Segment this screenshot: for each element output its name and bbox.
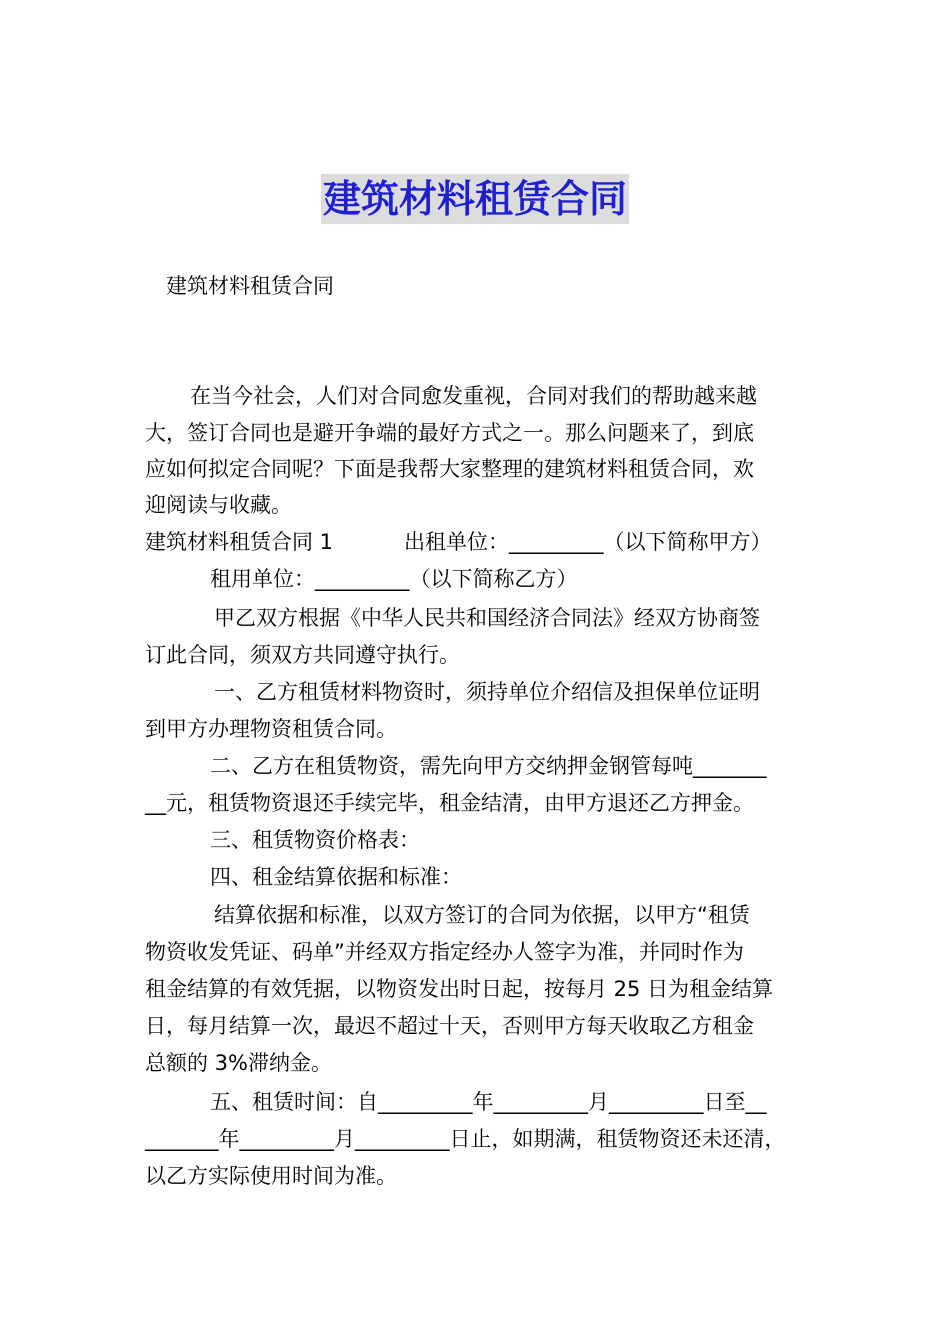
lessor-line: 出租单位：_________（以下简称甲方） — [404, 530, 772, 554]
paragraph-line: 在当今社会，人们对合同愈发重视，合同对我们的帮助越来越 — [190, 384, 757, 408]
contract-heading: 建筑材料租赁合同 1 — [145, 530, 334, 554]
clause-1-line: 到甲方办理物资租赁合同。 — [145, 717, 397, 741]
clause-4-body-line: 物资收发凭证、码单”并经双方指定经办人签字为准，并同时作为 — [145, 940, 744, 964]
paragraph-line: 应如何拟定合同呢？下面是我帮大家整理的建筑材料租赁合同，欢 — [145, 457, 754, 481]
clause-2-line: __元，租赁物资退还手续完毕，租金结清，由甲方退还乙方押金。 — [145, 791, 754, 815]
document-title-wrap — [0, 174, 950, 224]
clause-5-line: 五、租赁时间：自_________年_________月_________日至__ — [210, 1090, 767, 1114]
clause-4-body-line: 总额的 3%滞纳金。 — [145, 1051, 332, 1075]
clause-4-line: 四、租金结算依据和标准： — [210, 865, 462, 889]
paragraph-line: 订此合同，须双方共同遵守执行。 — [145, 643, 460, 667]
clause-1-line: 一、乙方租赁材料物资时，须持单位介绍信及担保单位证明 — [214, 680, 760, 704]
paragraph-line: 迎阅读与收藏。 — [145, 493, 292, 517]
clause-4-body-line: 日，每月结算一次，最迟不超过十天，否则甲方每天收取乙方租金 — [145, 1014, 754, 1038]
clause-4-body-line: 租金结算的有效凭据，以物资发出时日起，按每月 25 日为租金结算 — [145, 977, 774, 1001]
clause-5-line: _______年_________月_________日止，如期满，租赁物资还未还清， — [145, 1127, 786, 1151]
lessee-line: 租用单位：_________（以下简称乙方） — [210, 567, 578, 591]
paragraph-line: 甲乙双方根据《中华人民共和国经济合同法》经双方协商签 — [214, 606, 760, 630]
clause-3-line: 三、租赁物资价格表： — [210, 828, 420, 852]
clause-5-line: 以乙方实际使用时间为准。 — [145, 1164, 397, 1188]
clause-2-line: 二、乙方在租赁物资，需先向甲方交纳押金钢管每吨_______ — [210, 754, 767, 778]
document-subtitle: 建筑材料租赁合同 — [166, 274, 334, 298]
document-title: 建筑材料租赁合同 — [321, 174, 629, 224]
clause-4-body-line: 结算依据和标准，以双方签订的合同为依据，以甲方“租赁 — [214, 903, 750, 927]
paragraph-line: 大，签订合同也是避开争端的最好方式之一。那么问题来了，到底 — [145, 421, 754, 445]
